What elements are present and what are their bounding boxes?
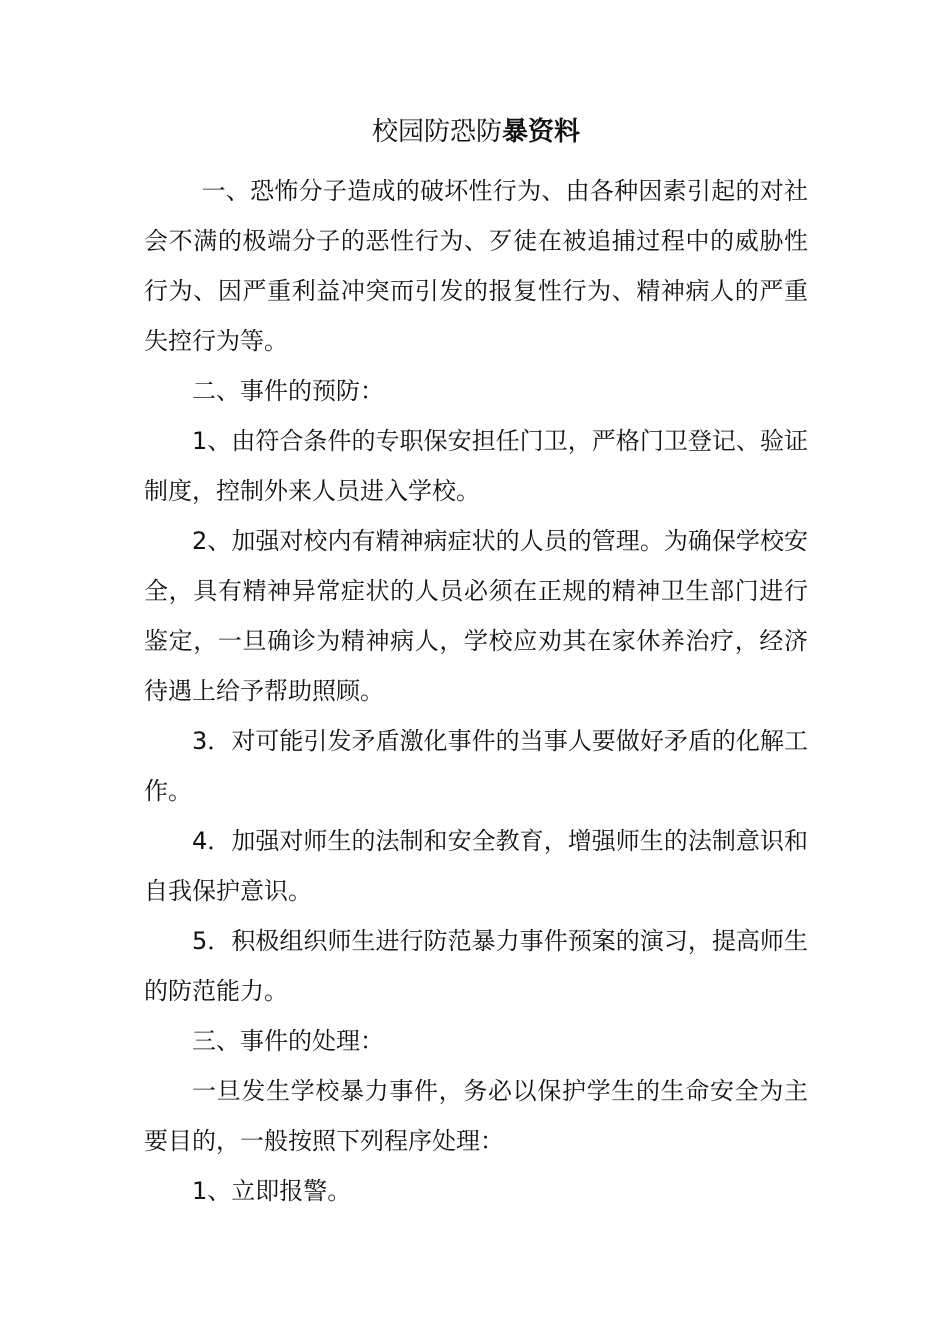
paragraph-prevention-5: 5．积极组织师生进行防范暴力事件预案的演习，提高师生的防范能力。 bbox=[144, 927, 808, 1005]
section-heading-prevention: 二、事件的预防： bbox=[192, 377, 384, 405]
paragraph-prevention-4: 4．加强对师生的法制和安全教育，增强师生的法制意识和自我保护意识。 bbox=[144, 827, 808, 905]
paragraph-prevention-1: 1、由符合条件的专职保安担任门卫，严格门卫登记、验证制度，控制外来人员进入学校。 bbox=[144, 427, 808, 505]
paragraph-definition: 一、恐怖分子造成的破坏性行为、由各种因素引起的对社会不满的极端分子的恶性行为、歹徒在被追捕过程中的威胁性行为、因严重利益冲突而引发的报复性行为、精神病人的严重失控行为等。 bbox=[144, 177, 808, 355]
document-body bbox=[144, 166, 808, 1216]
document-page bbox=[144, 112, 808, 1216]
paragraph-handling-intro: 一旦发生学校暴力事件，务必以保护学生的生命安全为主要目的，一般按照下列程序处理： bbox=[144, 1077, 808, 1155]
document-title-regular: 校园防恐防 bbox=[371, 117, 502, 147]
section-heading-handling: 三、事件的处理： bbox=[192, 1027, 384, 1055]
paragraph-prevention-2: 2、加强对校内有精神病症状的人员的管理。为确保学校安全，具有精神异常症状的人员必须在正规的精神卫生部门进行鉴定，一旦确诊为精神病人，学校应劝其在家休养治疗，经济待遇上给予帮助照顾。 bbox=[144, 527, 808, 705]
paragraph-handling-1: 1、立即报警。 bbox=[192, 1177, 352, 1205]
document-title bbox=[144, 112, 808, 152]
document-title-bold: 暴资料 bbox=[502, 117, 581, 147]
paragraph-prevention-3: 3．对可能引发矛盾激化事件的当事人要做好矛盾的化解工作。 bbox=[144, 727, 808, 805]
